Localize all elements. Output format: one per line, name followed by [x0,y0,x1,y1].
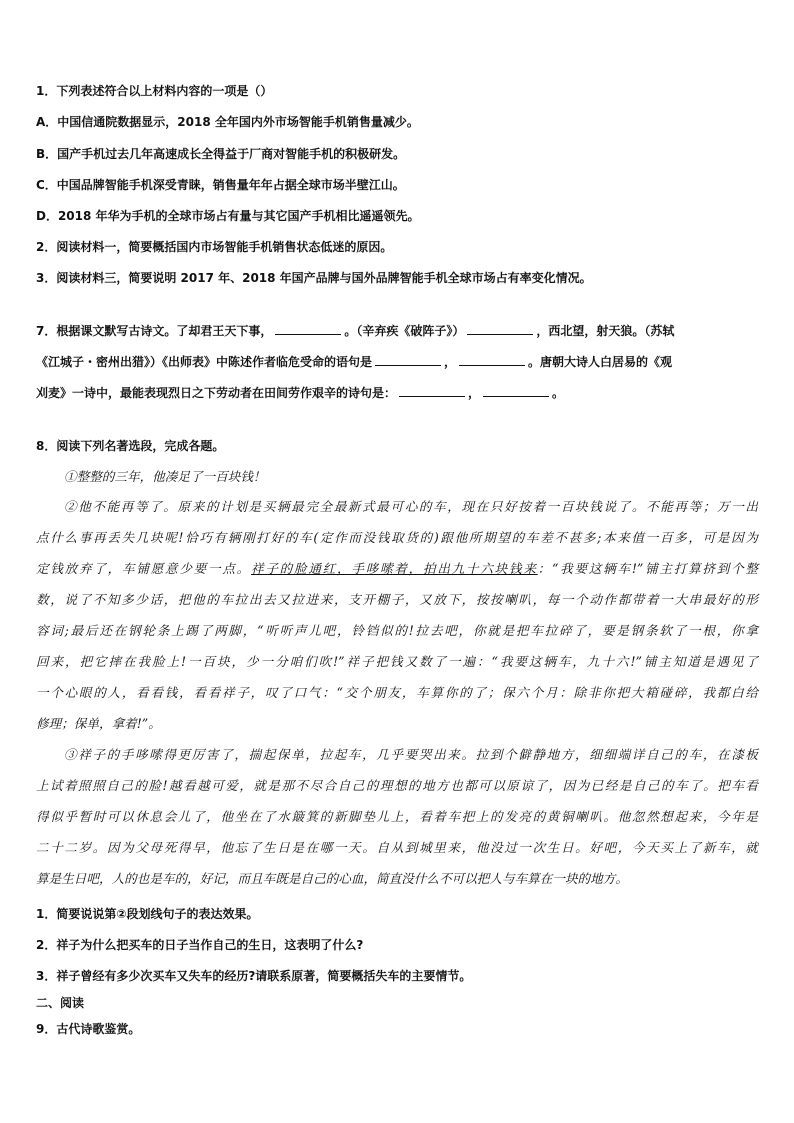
q1-subquestion-2: 2．阅读材料一，简要概括国内市场智能手机销售状态低迷的原因。 [36,240,393,254]
section-heading: 二、阅读 [36,996,85,1010]
q1-stem: 1．下列表述符合以上材料内容的一项是（） [36,84,273,98]
q8-paragraph-2-line: 定钱放弃了，车铺愿意少要一点。祥子的脸通红，手哆嗦着，拍出九十六块钱来：“我要这辆车!”铺主打算挤到个整 [36,561,759,576]
answer-blank[interactable] [399,384,465,397]
q1-option-c: C．中国品牌智能手机深受青睐，销售量年年占据全球市场半壁江山。 [36,178,405,192]
q8-paragraph-3-line: 二十二岁。因为父母死得早，他忘了生日是在哪一天。自从到城里来，他没过一次生日。好吧，今天买上了新车，就 [36,840,758,855]
q8-paragraph-2-line: 一个心眼的人，看看钱，看看祥子，叹了口气：“交个朋友，车算你的了；保六个月：除非你把大箱碰碎，我都白给 [36,685,758,700]
q8-paragraph-2-line: ②他不能再等了。原来的计划是买辆最完全最新式最可心的车，现在只好按着一百块钱说了。不能再等；万一出 [64,499,758,514]
q8-paragraph-3-line: 得似乎暂时可以休息会儿了，他坐在了水簸箕的新脚垫儿上，看着车把上的发亮的黄铜喇叭。他忽然想起来，今年是 [36,809,758,824]
answer-blank[interactable] [467,322,533,335]
q8-paragraph-3-line: 算是生日吧，人的也是车的，好记，而且车既是自己的心血，简直没什么不可以把人与车算在一块的地方。 [36,871,628,886]
answer-blank[interactable] [459,353,525,366]
underlined-sentence: 祥子的脸通红，手哆嗦着，拍出九十六块钱来 [251,561,538,576]
q1-option-a: A．中国信通院数据显示，2018 全年国内外市场智能手机销售量减少。 [36,115,419,129]
q8-title: 8．阅读下列名著选段，完成各题。 [36,439,225,453]
q8-paragraph-2-line: 修理；保单，拿着!”。 [36,716,161,731]
q1-subquestion-3: 3．阅读材料三，简要说明 2017 年、2018 年国产品牌与国外品牌智能手机全球市场占有率变化情况。 [36,271,592,285]
q1-option-d: D．2018 年华为手机的全球市场占有量与其它国产手机相比遥遥领先。 [36,209,420,223]
answer-blank[interactable] [483,384,549,397]
q8-paragraph-2-line: 容词;最后还在钢轮条上踢了两脚，“听听声儿吧，铃铛似的!拉去吧，你就是把车拉碎了，要是钢条软了一根，你拿 [36,623,758,638]
q8-paragraph-2-line: 回来，把它摔在我脸上!一百块，少一分咱们吹!”祥子把钱又数了一遍：“我要这辆车，九十六!”铺主知道是遇见了 [36,654,758,669]
q7-line-3: 刈麦》一诗中，最能表现烈日之下劳动者在田间劳作艰辛的诗句是： ， 。 [36,386,565,400]
q8-paragraph-1: ①整整的三年，他凑足了一百块钱！ [64,469,266,484]
q7-line-1: 7．根据课文默写古诗文。了却君王天下事， 。（辛弃疾《破阵子》） ，西北望，射天狼。（苏轼 [36,324,675,338]
q8-paragraph-2-line: 数，说了不知多少话，把他的车拉出去又拉进来，支开棚子，又放下，按按喇叭，每一个动作都带着一大串最好的形 [36,592,758,607]
q8-subquestion-1: 1．简要说说第②段划线句子的表达效果。 [36,907,259,921]
answer-blank[interactable] [275,322,341,335]
q8-paragraph-3-line: ③祥子的手哆嗦得更厉害了，揣起保单，拉起车，几乎要哭出来。拉到个僻静地方，细细端详自己的车，在漆板 [64,747,758,762]
q7-line-2: 《江城子・密州出猎》）《出师表》中陈述作者临危受命的语句是 ， 。唐朝大诗人白居易的《观 [36,355,673,369]
answer-blank[interactable] [375,353,441,366]
q8-subquestion-2: 2．祥子为什么把买车的日子当作自己的生日，这表明了什么? [36,938,364,952]
q1-option-b: B．国产手机过去几年高速成长全得益于厂商对智能手机的积极研发。 [36,147,406,161]
q8-subquestion-3: 3．祥子曾经有多少次买车又失车的经历?请联系原著，简要概括失车的主要情节。 [36,969,472,983]
q8-paragraph-2-line: 点什么事再丢失几块呢!恰巧有辆刚打好的车(定作而没钱取货的)跟他所期望的车差不甚多;本来值一百多，可是因为 [36,530,758,545]
q9-title: 9．古代诗歌鉴赏。 [36,1022,141,1036]
q8-paragraph-3-line: 上试着照照自己的脸!越看越可爱，就是那不尽合自己的理想的地方也都可以原谅了，因为已经是自己的车了。把车看 [36,778,758,793]
